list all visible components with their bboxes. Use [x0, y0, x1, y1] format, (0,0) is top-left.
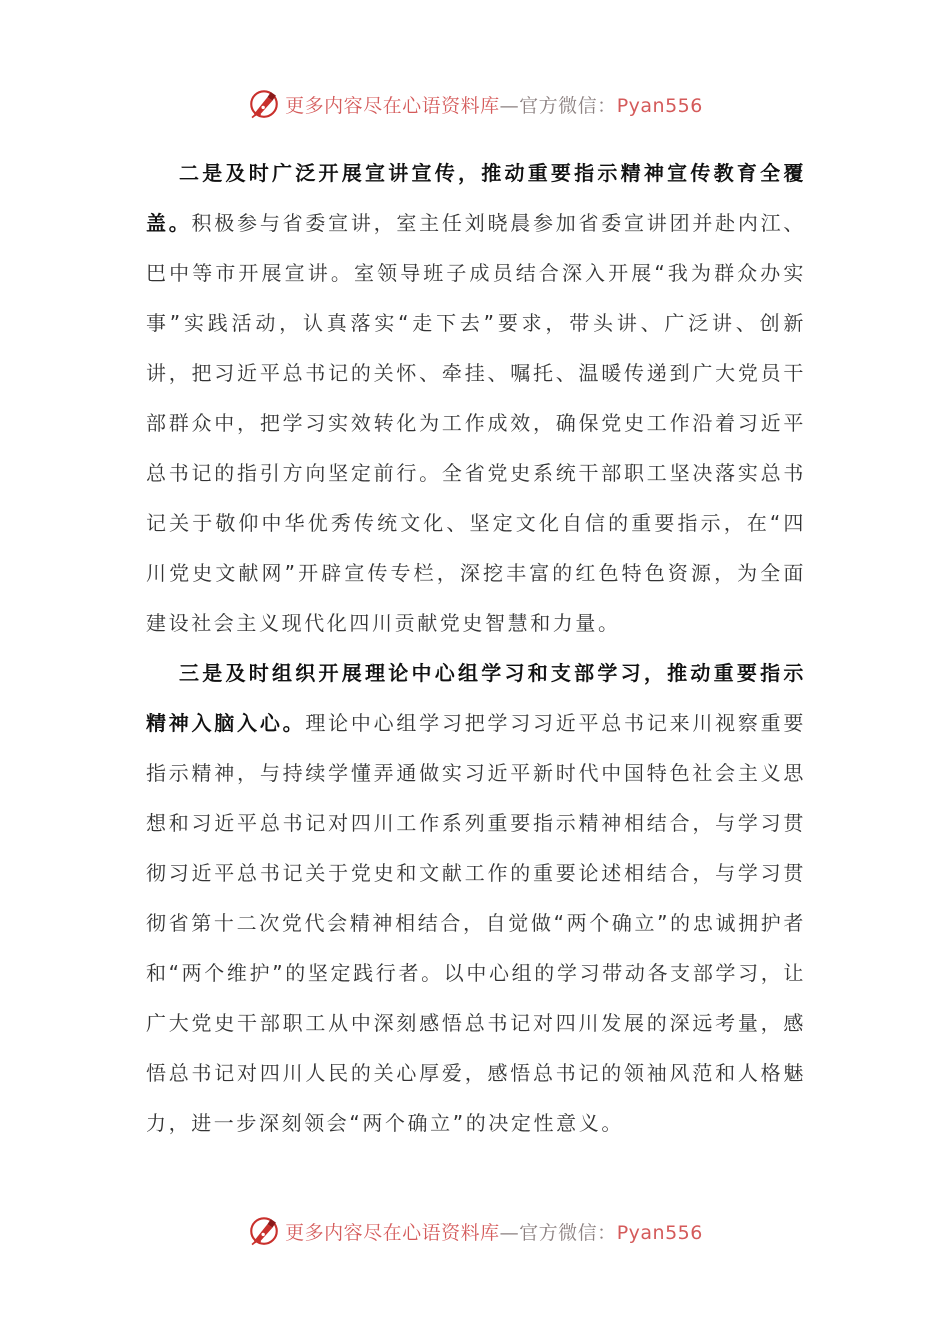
banner-wechat-id: Pyan556	[616, 1221, 703, 1244]
banner-main-text: 更多内容尽在心语资料库	[285, 94, 500, 117]
paragraph-1	[146, 148, 806, 648]
header-banner	[0, 84, 950, 124]
paragraph-2-lead: 三是及时组织开展理论中心组学习和支部学习，推动重要指示精神入脑入心。	[146, 661, 806, 735]
paragraph-2-body: 理论中心组学习把学习习近平总书记来川视察重要指示精神，与持续学懂弄通做实习近平新时代中国特色社会主义思想和习近平总书记对四川工作系列重要指示精神相结合，与学习贯彻习近平总书记关于党史和文献工作的重要论述相结合，与学习贯彻省第十二次党代会精神相结合，自觉做“两个确立”的忠诚拥护者和“两个维护”的坚定践行者。以中心组的学习带动各支部学习，让广大党史干部职工从中深刻感悟总书记对四川发展的深远考量，感悟总书记对四川人民的关心厚爱，感悟总书记的领袖风范和人格魅力，进一步深刻领会“两个确立”的决定性意义。	[146, 711, 807, 1135]
pen-nib-logo-icon	[247, 87, 281, 121]
paragraph-2	[146, 648, 806, 1148]
banner-main-text: 更多内容尽在心语资料库	[285, 1221, 500, 1244]
banner-wechat-id: Pyan556	[616, 94, 703, 117]
banner-wechat-label: 官方微信：	[519, 1221, 617, 1244]
footer-banner	[0, 1211, 950, 1251]
paragraph-1-body: 积极参与省委宣讲，室主任刘晓晨参加省委宣讲团并赴内江、巴中等市开展宣讲。室领导班子成员结合深入开展“我为群众办实事”实践活动，认真落实“走下去”要求，带头讲、广泛讲、创新讲，把习近平总书记的关怀、牵挂、嘱托、温暖传递到广大党员干部群众中，把学习实效转化为工作成效，确保党史工作沿着习近平总书记的指引方向坚定前行。全省党史系统干部职工坚决落实总书记关于敬仰中华优秀传统文化、坚定文化自信的重要指示，在“四川党史文献网”开辟宣传专栏，深挖丰富的红色特色资源，为全面建设社会主义现代化四川贡献党史智慧和力量。	[146, 211, 806, 635]
banner-text	[285, 91, 703, 118]
document-body	[146, 148, 806, 1148]
banner-dash: —	[499, 94, 520, 117]
paragraph-1-lead: 二是及时广泛开展宣讲宣传，推动重要指示精神宣传教育全覆盖。	[146, 161, 806, 235]
banner-dash: —	[499, 1221, 520, 1244]
banner-text	[285, 1218, 703, 1245]
pen-nib-logo-icon	[247, 1214, 281, 1248]
banner-wechat-label: 官方微信：	[519, 94, 617, 117]
